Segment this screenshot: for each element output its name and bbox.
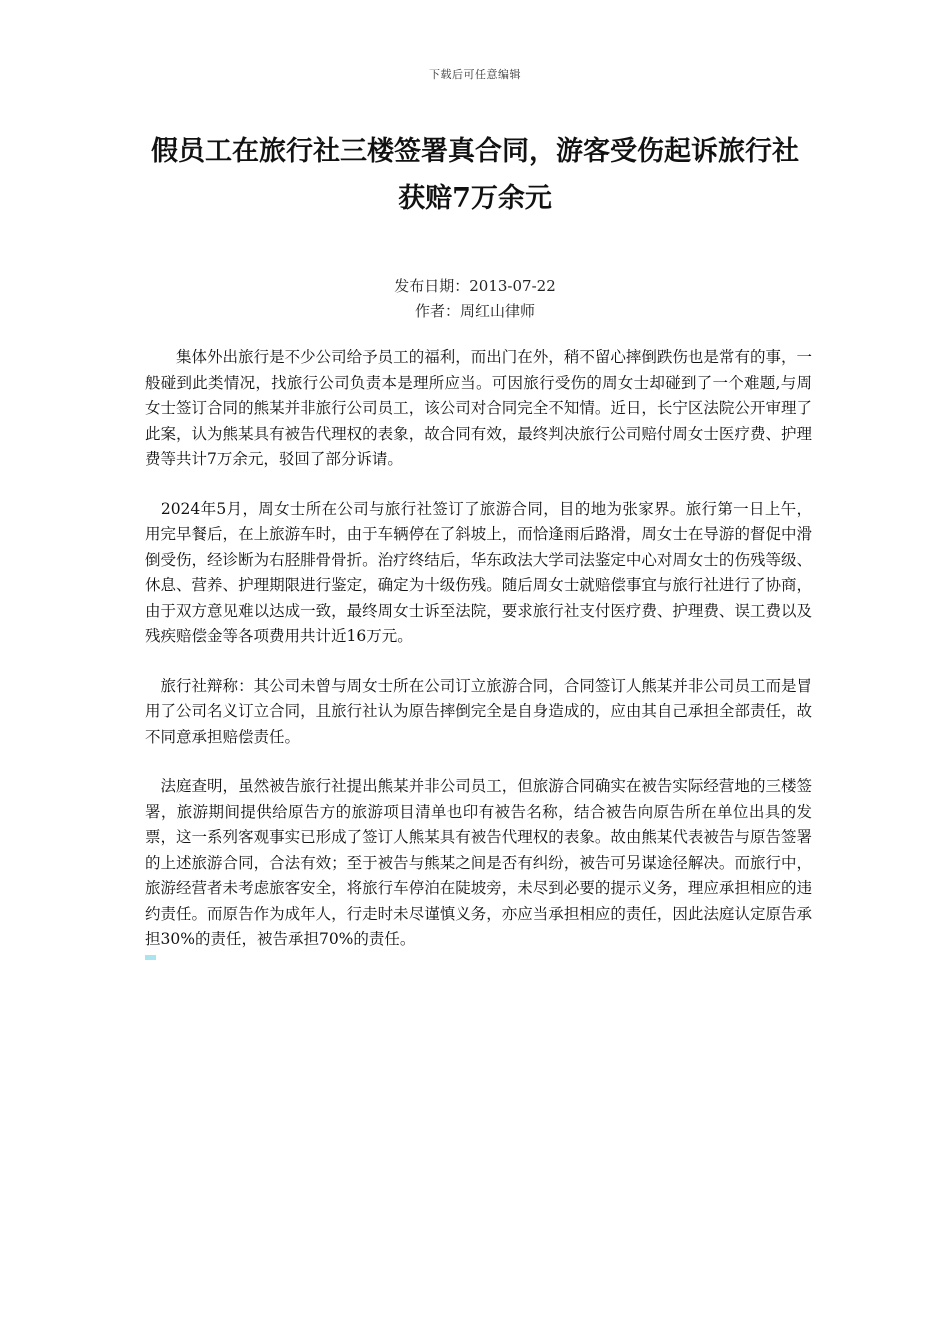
article-title: 假员工在旅行社三楼签署真合同，游客受伤起诉旅行社获赔7万余元 — [151, 136, 799, 214]
article-meta — [0, 274, 950, 324]
article-body — [145, 345, 812, 960]
paragraph-4: 法庭查明，虽然被告旅行社提出熊某并非公司员工，但旅游合同确实在被告实际经营地的三楼签署，旅游期间提供给原告方的旅游项目清单也印有被告名称，结合被告向原告所在单位出具的发票，这一系列客观事实已形成了签订人熊某具有被告代理权的表象。故由熊某代表被告与原告签署的上述旅游合同，合法有效；至于被告与熊某之间是否有纠纷，被告可另谋途径解决。而旅行中，旅游经营者未考虑旅客安全，将旅行车停泊在陡坡旁，未尽到必要的提示义务，理应承担相应的违约责任。而原告作为成年人，行走时未尽谨慎义务，亦应当承担相应的责任，因此法庭认定原告承担30%的责任，被告承担70%的责任。 — [145, 777, 812, 948]
paragraph-1: 集体外出旅行是不少公司给予员工的福利，而出门在外，稍不留心摔倒跌伤也是常有的事，一般碰到此类情况，找旅行公司负责本是理所应当。可因旅行受伤的周女士却碰到了一个难题,与周女士签订合同的熊某并非旅行公司员工，该公司对合同完全不知情。近日，长宁区法院公开审理了此案，认为熊某具有被告代理权的表象，故合同有效，最终判决旅行公司赔付周女士医疗费、护理费等共计7万余元，驳回了部分诉请。 — [145, 348, 812, 468]
text-cursor-marker — [145, 955, 156, 960]
paragraph-3: 旅行社辩称：其公司未曾与周女士所在公司订立旅游合同，合同签订人熊某并非公司员工而是冒用了公司名义订立合同，且旅行社认为原告摔倒完全是自身造成的，应由其自己承担全部责任，故不同意承担赔偿责任。 — [145, 676, 812, 746]
header-note: 下载后可任意编辑 — [429, 68, 521, 81]
author: 作者：周红山律师 — [414, 302, 535, 320]
publish-date: 发布日期：2013-07-22 — [394, 277, 556, 295]
paragraph-2: 2024年5月，周女士所在公司与旅行社签订了旅游合同，目的地为张家界。旅行第一日上午，用完早餐后，在上旅游车时，由于车辆停在了斜坡上，而恰逢雨后路滑，周女士在导游的督促中滑倒受伤，经诊断为右胫腓骨骨折。治疗终结后，华东政法大学司法鉴定中心对周女士的伤残等级、休息、营养、护理期限进行鉴定，确定为十级伤残。随后周女士就赔偿事宜与旅行社进行了协商，由于双方意见难以达成一致，最终周女士诉至法院，要求旅行社支付医疗费、护理费、误工费以及残疾赔偿金等各项费用共计近16万元。 — [145, 499, 812, 645]
